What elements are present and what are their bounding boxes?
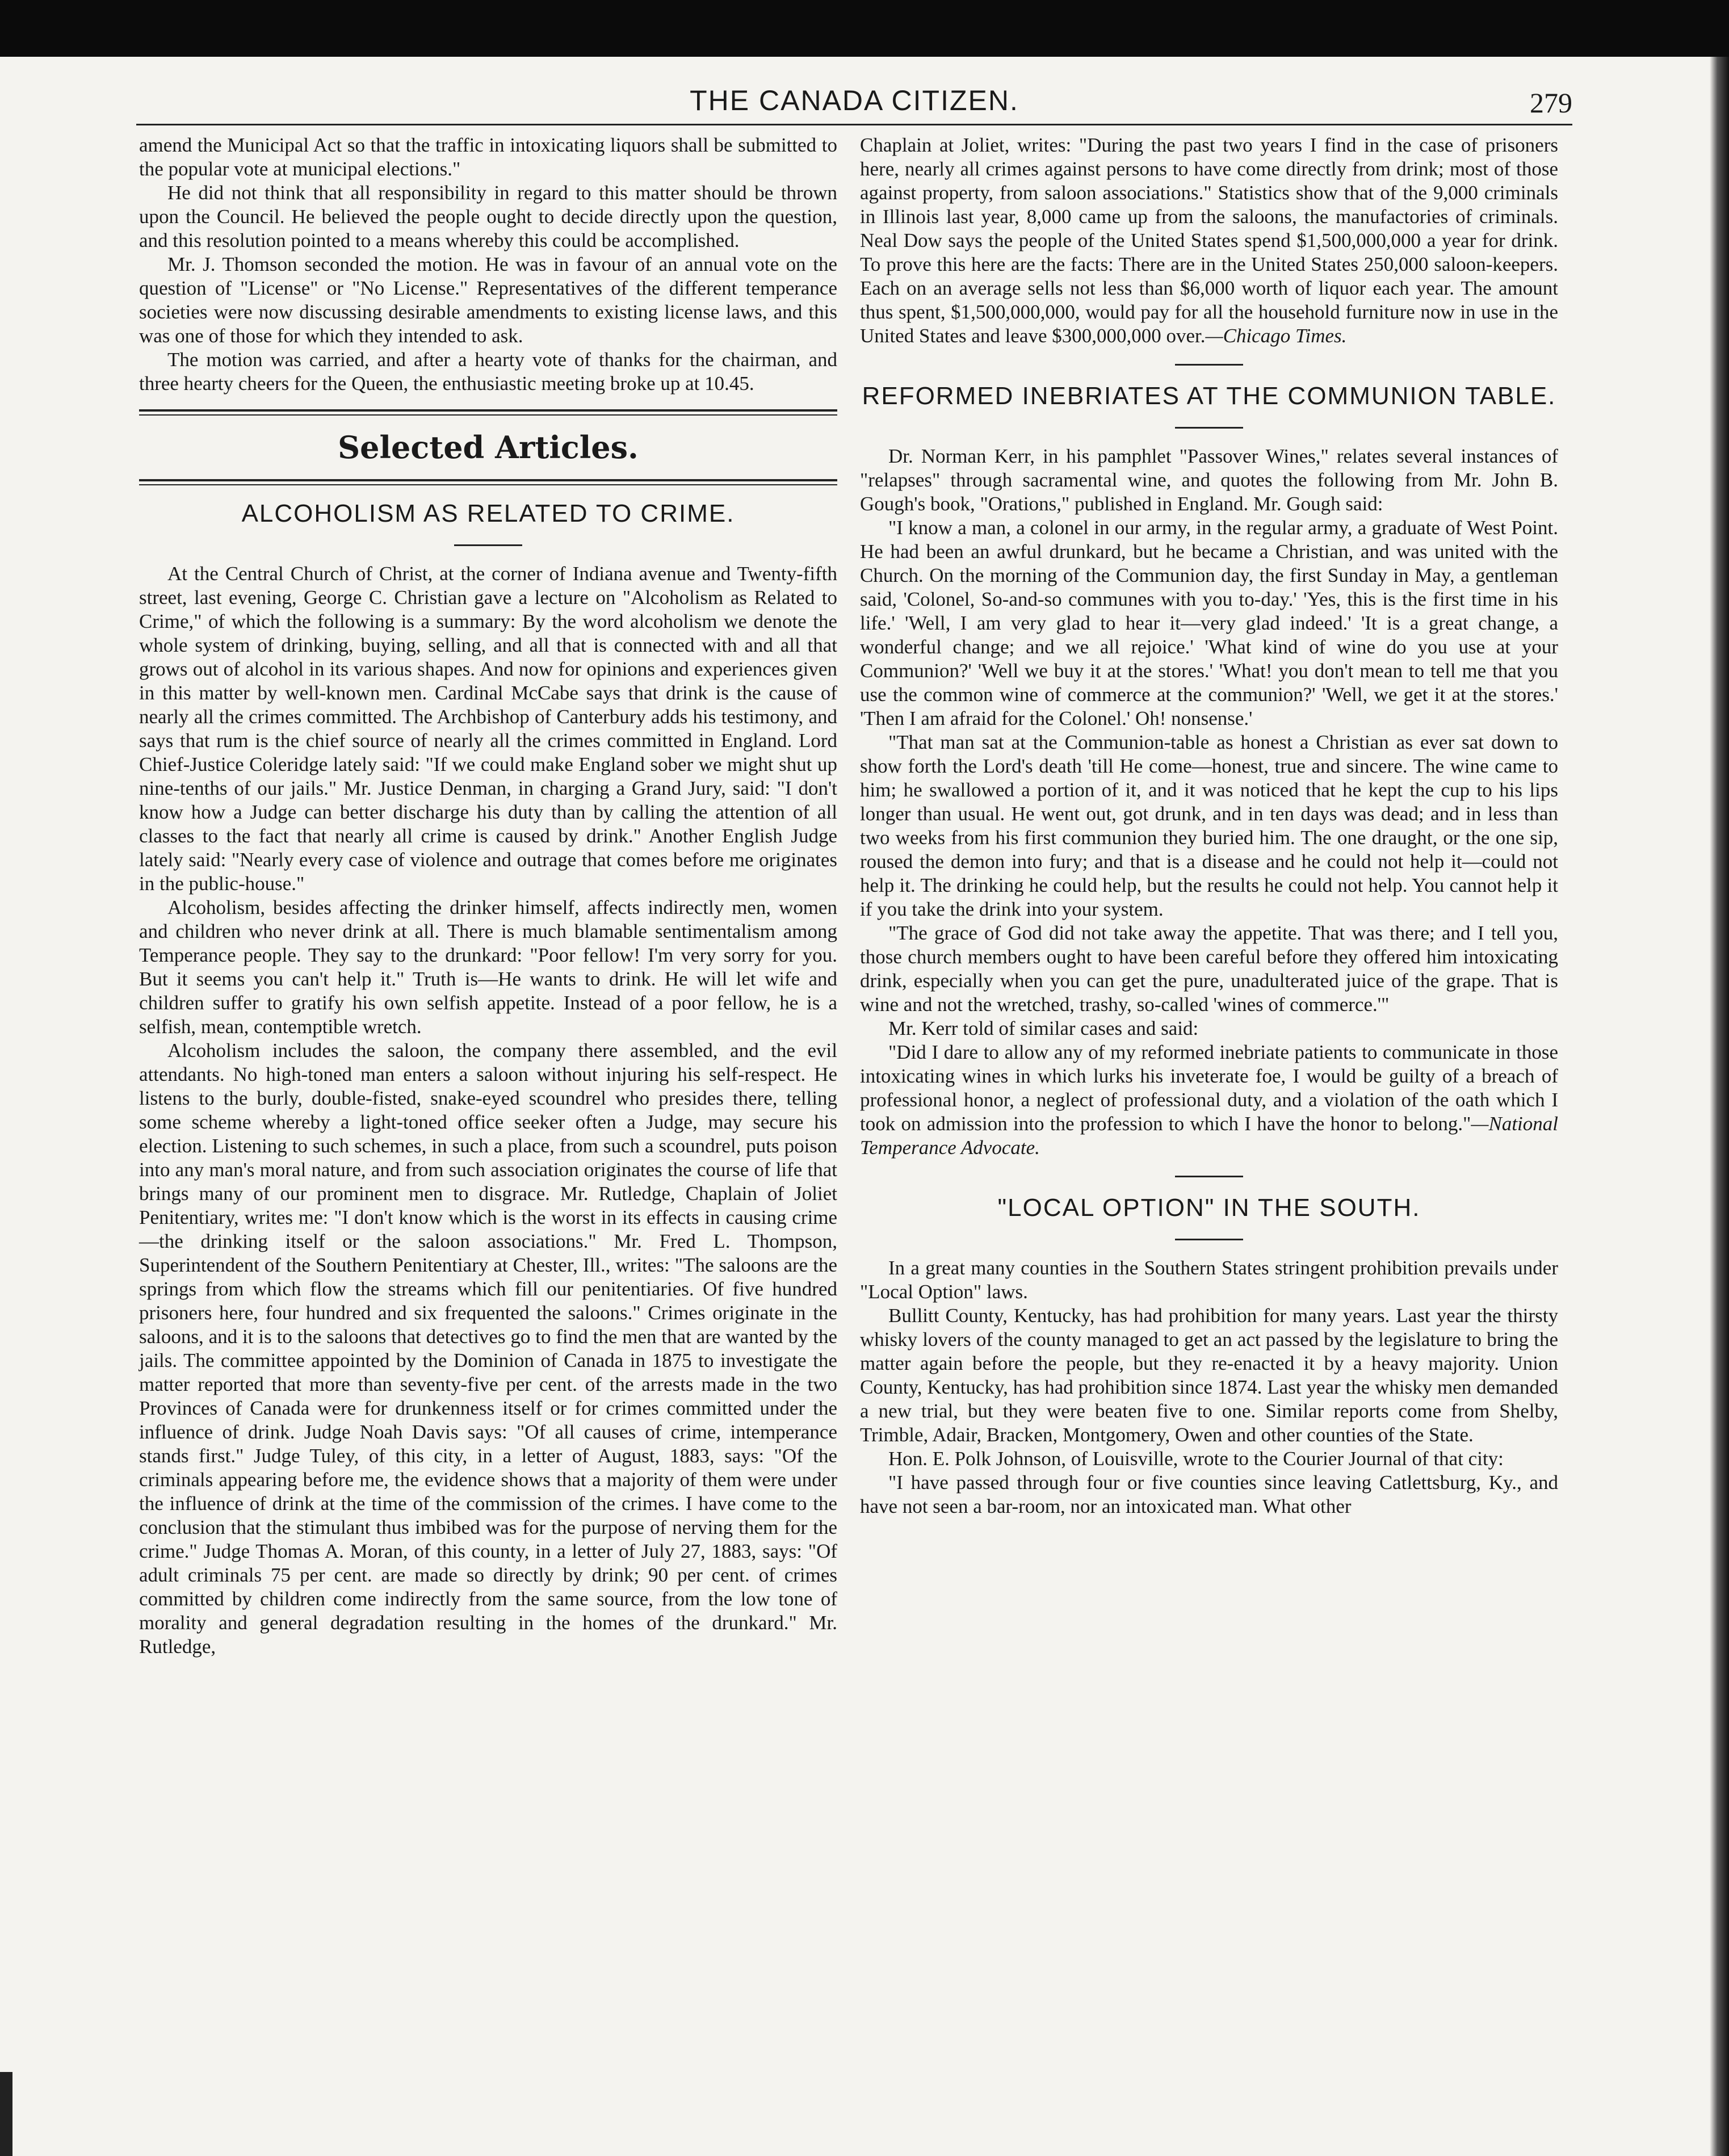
article-paragraph: "I have passed through four or five counties since leaving Catlettsburg, Ky., and have not seen a bar-room, nor an intoxicated man. What other — [860, 1471, 1558, 1517]
scan-left-mark — [0, 2072, 12, 2156]
section-rule — [139, 479, 837, 485]
right-column — [860, 133, 1558, 1519]
article-text: "Did I dare to allow any of my reformed inebriate patients to communicate in those intoxicating wines in which lurks his inveterate foe, I would be guilty of a breach of professional honor, a neglect of professional duty, and a violation of the oath which I took on admission into the profession to which I have the honor to belong." — [860, 1041, 1558, 1135]
article-title: REFORMED INEBRIATES AT THE COMMUNION TABLE. — [862, 382, 1556, 410]
left-column — [139, 133, 837, 1659]
intro-paragraph: The motion was carried, and after a hearty vote of thanks for the chairman, and three hearty cheers for the Queen, the enthusiastic meeting broke up at 10.45. — [139, 349, 837, 395]
continuation-source: —Chicago Times. — [1205, 325, 1347, 347]
title-rule — [454, 544, 522, 546]
continuation-paragraph — [860, 133, 1558, 348]
article-paragraph: Bullitt County, Kentucky, has had prohibition for many years. Last year the thirsty whisky lovers of the county managed to get an act passed by the legislature to bring the matter again before the people, but they re-enacted it by a heavy majority. Union County, Kentucky, has had prohibition since 1874. Last year the whisky men demanded a new trial, but they were beaten five to one. Similar reports come from Shelby, Trimble, Adair, Bracken, Montgomery, Owen and other counties of the State. — [860, 1304, 1558, 1446]
page-header — [136, 84, 1572, 118]
article-separator — [1175, 1176, 1243, 1177]
article-paragraph: Hon. E. Polk Johnson, of Louisville, wrote to the Courier Journal of that city: — [888, 1448, 1504, 1470]
article-separator — [1175, 364, 1243, 366]
article-paragraph: Dr. Norman Kerr, in his pamphlet "Passover Wines," relates several instances of "relapses" through sacramental wine, and quotes the following from Mr. John B. Gough's book, "Orations," published in England. Mr. Gough said: — [860, 445, 1558, 515]
scan-top-border — [0, 0, 1729, 57]
article-paragraph: "The grace of God did not take away the appetite. That was there; and I tell you, those church members ought to have been careful before they offered him intoxicating drink, especially when you can get the pure, unadulterated juice of the grape. That is wine and not the wretched, trashy, so-called 'wines of commerce.'" — [860, 922, 1558, 1016]
section-heading: Selected Articles. — [338, 429, 639, 465]
article-paragraph: In a great many counties in the Southern States stringent prohibition prevails under "Local Option" laws. — [860, 1257, 1558, 1303]
header-rule — [136, 124, 1572, 125]
article-paragraph: "I know a man, a colonel in our army, in the regular army, a graduate of West Point. He had been an awful drunkard, but he became a Christian, and was united with the Church. On the morning of the Communion day, the first Sunday in May, a gentleman said, 'Colonel, So-and-so communes with you to-day.' 'Yes, this is the first time in his life.' 'Well, I am very glad to hear it—very glad indeed.' 'It is a great change, a wonderful change; and we all rejoice.' 'What kind of wine do you use at your Communion?' 'Well we buy it at the stores.' 'What! you don't mean to tell me that you use the common wine of commerce at the communion?' 'Well, we get it at the stores.' 'Then I am afraid for the Colonel.' Oh! nonsense.' — [860, 517, 1558, 729]
section-rule — [139, 409, 837, 416]
article-paragraph: Alcoholism includes the saloon, the company there assembled, and the evil attendants. No high-toned man enters a saloon without injuring his self-respect. He listens to the burly, double-fisted, snake-eyed scoundrel who presides there, telling some scheme whereby a light-toned office seeker often a Judge, may secure his election. Listening to such schemes, in such a place, from such a scoundrel, puts poison into any man's moral nature, and from such association originates the course of life that brings many of our prominent men to disgrace. Mr. Rutledge, Chaplain of Joliet Penitentiary, writes me: "I don't know which is the worst in its effects in causing crime—the drinking itself or the saloon associations." Mr. Fred L. Thompson, Superintendent of the Southern Penitentiary at Chester, Ill., writes: "The saloons are the springs from which flow the streams which fill our penitentiaries. Of five hundred prisoners here, four hundred and six frequented the saloons." Crimes originate in the saloons, and it is to the saloons that detectives go to find the men that are wanted by the jails. The committee appointed by the Dominion of Canada in 1875 to investigate the matter reported that more than seventy-five per cent. of the arrests made in the two Provinces of Canada were for drunkenness itself or for crimes committed under the influence of drink. Judge Noah Davis says: "Of all causes of crime, intemperance stands first." Judge Tuley, of this city, in a letter of August, 1883, says: "Of the criminals appearing before me, the evidence shows that a majority of them were under the influence of drink at the time of the commission of the crimes. I have come to the conclusion that the stimulant thus imbibed was for the purpose of nerving them for the crime." Judge Thomas A. Moran, of this county, in a letter of July 27, 1883, says: "Of adult criminals 75 per cent. are made so directly by drink; 90 per cent. of crimes committed by children come indirectly from the same source, from the low tone of morality and general degradation resulting in the homes of the drunkard." Mr. Rutledge, — [139, 1039, 837, 1658]
article-paragraph: Mr. Kerr told of similar cases and said: — [888, 1017, 1199, 1039]
title-rule — [1175, 1239, 1243, 1240]
title-rule — [1175, 427, 1243, 429]
continuation-text: Chaplain at Joliet, writes: "During the past two years I find in the case of prisoners here, nearly all crimes against persons to have come directly from drink; most of those against property, from saloon associations." Statistics show that of the 9,000 criminals in Illinois last year, 8,000 came up from the saloons, the manufactories of criminals. Neal Dow says the people of the United States spend $1,500,000,000 a year for drink. To prove this here are the facts: There are in the United States 250,000 saloon-keepers. Each on an average sells not less than $6,000 worth of liquor each year. The amount thus spent, $1,500,000,000, would pay for all the household furniture now in use in the United States and leave $300,000,000 over. — [860, 134, 1558, 347]
article-source: —National Temperance Advocate. — [860, 1113, 1558, 1159]
article-title: "LOCAL OPTION" IN THE SOUTH. — [997, 1194, 1421, 1222]
page-number: 279 — [1530, 87, 1572, 119]
article-title: ALCOHOLISM AS RELATED TO CRIME. — [241, 500, 735, 527]
article-paragraph: Alcoholism, besides affecting the drinker himself, affects indirectly men, women and children who never drink at all. There is much blamable sentimentalism among Temperance people. They say to the drunkard: "Poor fellow! I'm very sorry for you. But it seems you can't help it." Truth is—He wants to drink. He will let wife and children suffer to gratify his own selfish appetite. Instead of a poor fellow, he is a selfish, mean, contemptible wretch. — [139, 896, 837, 1038]
article-paragraph: "That man sat at the Communion-table as honest a Christian as ever sat down to show forth the Lord's death 'till He come—honest, true and sincere. The wine came to him; he swallowed a portion of it, and it was noticed that he kept the cup to his lips longer than usual. He went out, got drunk, and in ten days was dead; and in less than two weeks from his first communion they buried him. The one draught, or the one sip, roused the demon into fury; and that is a disease and he could not help it—could not help it. The drinking he could help, but the results he could not help. You cannot help it if you take the drink into your system. — [860, 731, 1558, 920]
article-paragraph: At the Central Church of Christ, at the corner of Indiana avenue and Twenty-fifth street, last evening, George C. Christian gave a lecture on "Alcoholism as Related to Crime," of which the following is a summary: By the word alcoholism we denote the whole system of drinking, buying, selling, and all that is connected with and all that grows out of alcohol in its various shapes. And now for opinions and experiences given in this matter by well-known men. Cardinal McCabe says that drink is the cause of nearly all the crimes committed. The Archbishop of Canterbury adds his testimony, and says that rum is the chief source of nearly all the crimes committed in England. Lord Chief-Justice Coleridge lately said: "If we could make England sober we might shut up nine-tenths of our jails." Mr. Justice Denman, in charging a Grand Jury, said: "I don't know how a Judge can better discharge his duty than by calling the attention of all classes to the fact that nearly all crime is caused by drink." Another English Judge lately said: "Nearly every case of violence and outrage that comes before me originates in the public-house." — [139, 563, 837, 895]
intro-paragraph: amend the Municipal Act so that the traffic in intoxicating liquors shall be submitted to the popular vote at municipal elections." — [139, 134, 837, 180]
article-paragraph — [860, 1041, 1558, 1160]
scan-right-edge — [1710, 57, 1729, 2156]
intro-paragraph: He did not think that all responsibility in regard to this matter should be thrown upon the Council. He believed the people ought to decide directly upon the question, and this resolution pointed to a means whereby this could be accomplished. — [139, 182, 837, 251]
newspaper-title: THE CANADA CITIZEN. — [690, 85, 1019, 116]
intro-paragraph: Mr. J. Thomson seconded the motion. He was in favour of an annual vote on the question of "License" or "No License." Representatives of the different temperance societies were now discussing desirable amendments to existing license laws, and this was one of those for which they intended to ask. — [139, 253, 837, 347]
